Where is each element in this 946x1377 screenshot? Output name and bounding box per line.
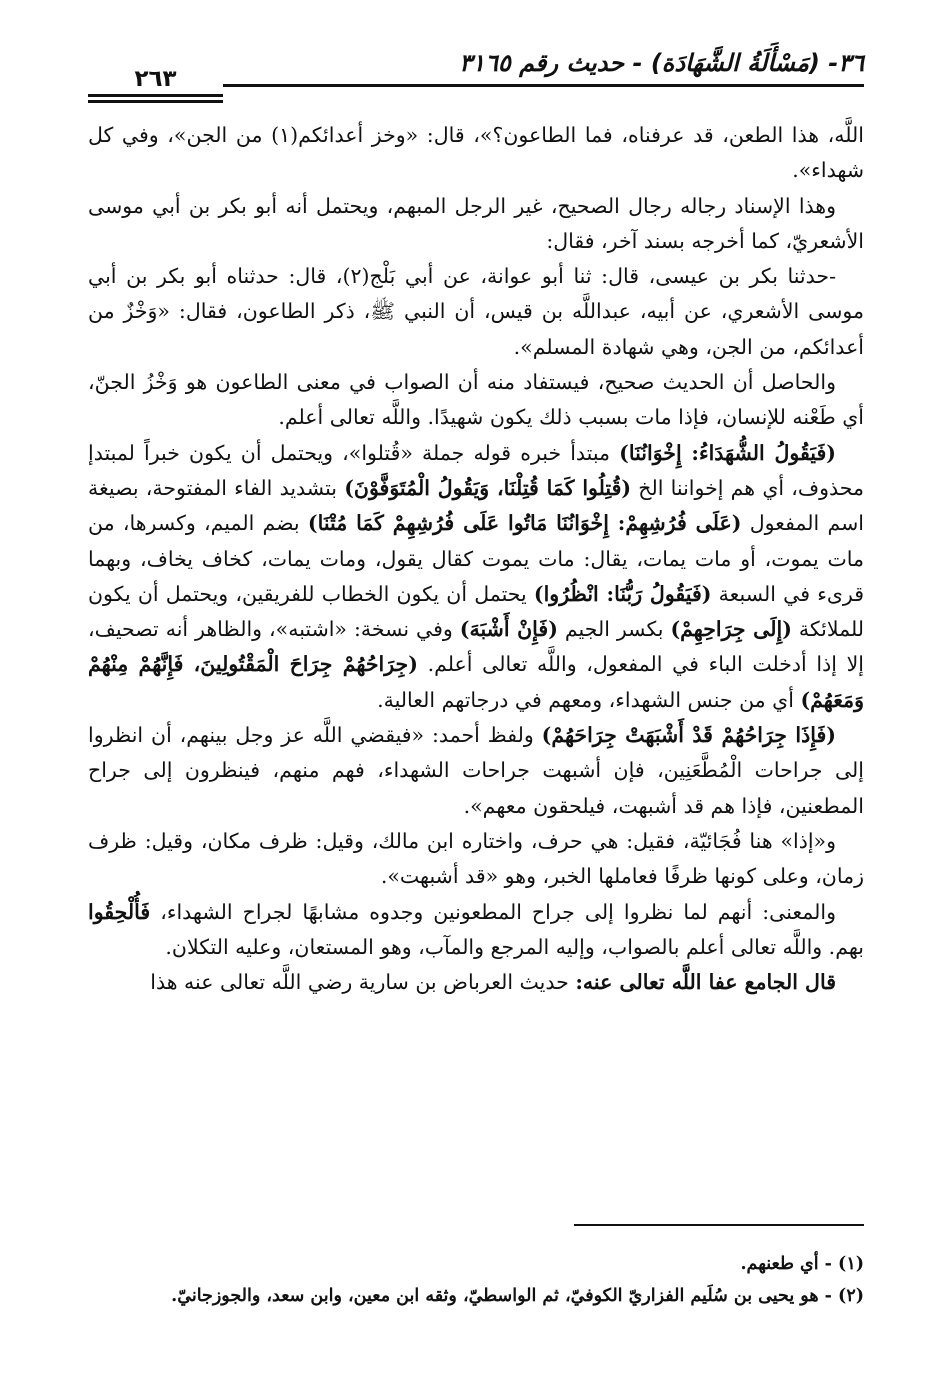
quoted-text: (قُتِلُوا كَمَا قُتِلْنَا، وَيَقُولُ الْمُتَوَفَّوْنَ): [344, 475, 632, 500]
quoted-text: فَأُلْحِقُوا: [88, 899, 151, 924]
footnote-2: (٢) - هو يحيى بن سُلَيم الفزاريّ الكوفيّ، ثم الواسطيّ، وثقه ابن معين، وابن سعد، والجوزجانيّ.: [171, 1286, 864, 1306]
page-number-rule: [88, 94, 223, 97]
quoted-text: (فَيَقُولُ الشُّهَدَاءُ: إِخْوَانُنَا): [619, 440, 836, 465]
text-run: أي من جنس الشهداء، ومعهم في درجاتهم العالية.: [377, 687, 801, 712]
text-run: وهذا الإسناد رجاله رجال الصحيح، غير الرجل المبهم، ويحتمل أنه أبو بكر بن أبي موسى الأشعريّ، كما أخرجه بسند آخر، فقال:: [88, 193, 864, 253]
author-heading: قال الجامع عفا اللَّه تعالى عنه:: [575, 970, 836, 995]
paragraph: [88, 965, 864, 1000]
text-run: والحاصل أن الحديث صحيح، فيستفاد منه أن الصواب في معنى الطاعون هو وَخْزُ الجنّ، أي طَعْنه للإنسان، فإذا مات بسبب ذلك يكون شهيدًا. واللَّه تعالى أعلم.: [88, 370, 864, 430]
page-number: ٢٦٣: [134, 66, 177, 92]
text-run: بكسر الجيم: [557, 617, 671, 642]
paragraph: [88, 365, 864, 436]
quoted-text: (فَإِنْ أَشْبَهَ): [459, 617, 558, 642]
quoted-text: (فَإِذَا جِرَاحُهُمْ قَدْ أَشْبَهَتْ جِرَاحَهُمْ): [541, 723, 837, 748]
quoted-text: (فَيَقُولُ رَبُّنَا: انْظُرُوا): [533, 581, 712, 606]
text-run: بضم الميم، وكسرها، من مات يموت، أو مات يمات، يقال: مات يموت كقال يقول، ومات يمات، كخاف يخاف، وبهما قرىء في السبعة: [88, 511, 864, 606]
footnote-1: (١) - أي طعنهم.: [740, 1254, 864, 1274]
paragraph: [88, 189, 864, 260]
paragraph: [88, 118, 864, 189]
text-run: و«إذا» هنا فُجَائيّة، فقيل: هي حرف، واختاره ابن مالك، وقيل: ظرف مكان، وقيل: ظرف زمان، وعلى كونها ظرفًا فعاملها الخبر، وهو «قد أشبهت».: [88, 828, 864, 889]
quoted-text: (إِلَى جِرَاحِهِمْ): [670, 617, 792, 642]
text-run: اللَّه، هذا الطعن، قد عرفناه، فما الطاعون؟»، قال: «وخز أعدائكم(١) من الجن»، وفي كل شهداء».: [88, 123, 864, 183]
text-run: -حدثنا بكر بن عيسى، قال: ثنا أبو عوانة، عن أبي بَلْج(٢)، قال: حدثناه أبو بكر بن أبي موسى الأشعري، عن أبيه، عبداللَّه بن قيس، أن النبي ﷺ، ذكر الطاعون، فقال: «وَخْزٌ من أعدائكم، من الجن، وهي شهادة المسلم».: [88, 264, 864, 359]
text-run: حديث العرباض بن سارية رضي اللَّه تعالى عنه هذا: [150, 970, 576, 995]
text-run: مبتدأ خبره قوله جملة «قُتلوا»، ويحتمل أن يكون خبراً لمبتدإ محذوف، أي هم إخواننا الخ: [88, 440, 865, 500]
page-number-rule: [88, 100, 223, 103]
paragraph: [88, 718, 864, 824]
header-title: ٣٦- (مَسْأَلَةُ الشَّهَادَة) - حديث رقم ٣١٦٥: [459, 49, 864, 77]
page-number-box: [88, 66, 223, 103]
footnote-rule: [574, 1224, 864, 1226]
quoted-text: (عَلَى فُرُشِهِمْ: إِخْوَانُنَا مَاتُوا عَلَى فُرُشِهِمْ كَمَا مُتْنَا): [307, 511, 742, 536]
paragraph: [88, 259, 864, 365]
text-run: يحتمل أن يكون الخطاب للفريقين، ويحتمل أن يكون للملائكة: [88, 581, 865, 642]
text-run: بتشديد الفاء المفتوحة، بصيغة اسم المفعول: [88, 475, 864, 536]
text-run: والمعنى: أنهم لما نظروا إلى جراح المطعونين وجدوه مشابهًا لجراح الشهداء،: [150, 899, 836, 924]
footnotes: [88, 1248, 864, 1312]
main-text: [88, 118, 864, 1000]
paragraph: [88, 895, 864, 966]
text-run: ولفظ أحمد: «فيقضي اللَّه عز وجل بينهم، أن انظروا إلى جراحات الْمُطَّعَنِين، فإن أشبهت جراحات الشهداء، فهم منهم، فينظرون إلى جراح المطعنين، فإذا هم قد أشبهت، فيلحقون معهم».: [88, 723, 864, 818]
quoted-text: (جِرَاحُهُمْ جِرَاحَ الْمَقْتُولِينَ، فَإِنَّهُمْ مِنْهُمْ وَمَعَهُمْ): [88, 652, 864, 712]
text-run: وفي نسخة: «اشتبه»، والظاهر أنه تصحيف، إلا إذا أدخلت الباء في المفعول، واللَّه تعالى أعلم.: [88, 617, 864, 677]
paragraph: [88, 824, 864, 895]
text-run: بهم. واللَّه تعالى أعلم بالصواب، وإليه المرجع والمآب، وهو المستعان، وعليه التكلان.: [165, 934, 864, 959]
paragraph: [88, 436, 864, 718]
